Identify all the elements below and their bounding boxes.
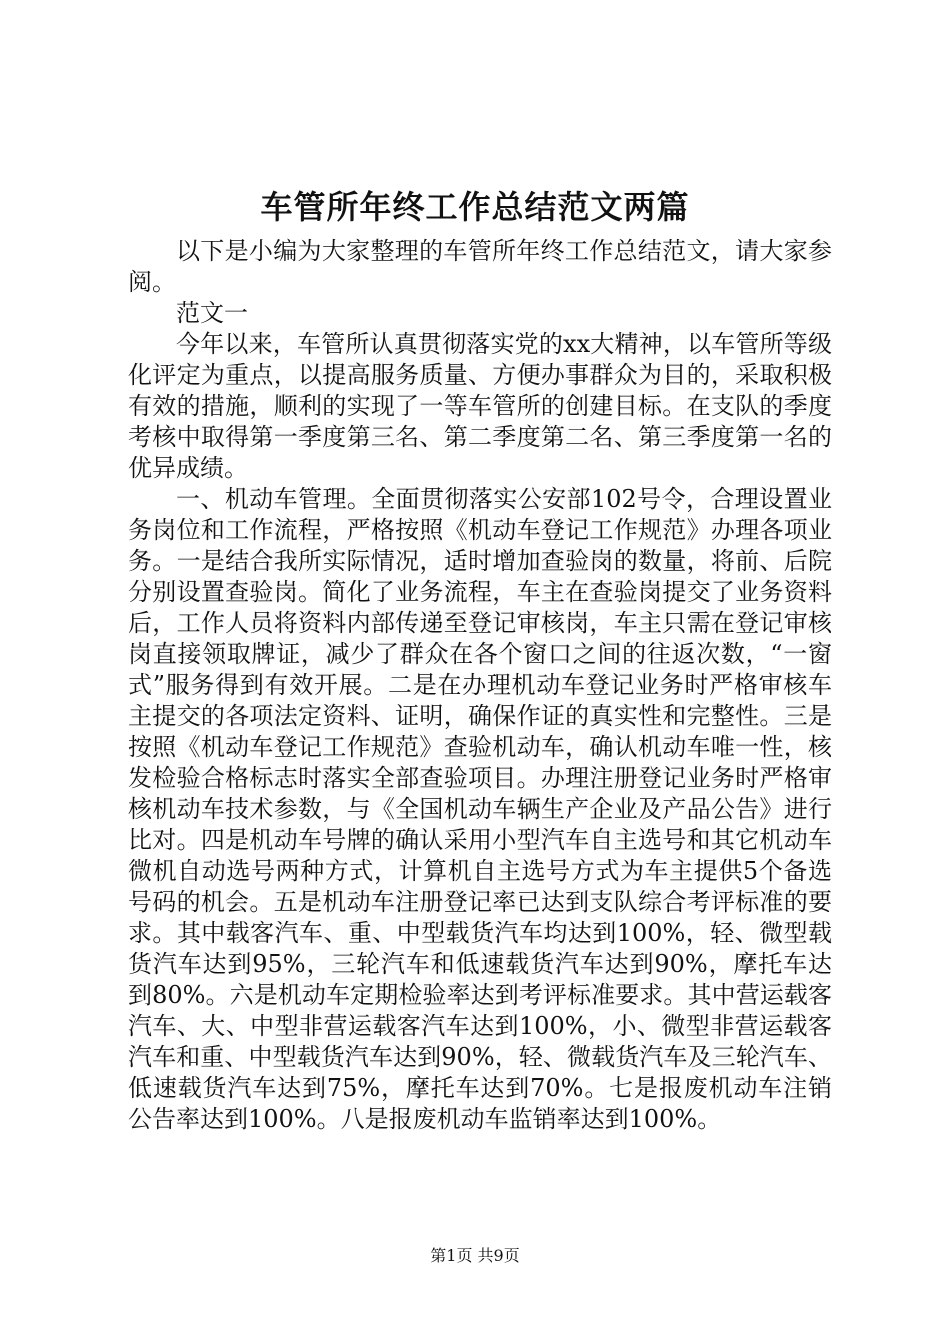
page-footer: 第1页 共9页 [430, 1246, 520, 1265]
document-body [128, 236, 832, 1135]
document-title: 车管所年终工作总结范文两篇 [260, 188, 690, 226]
summary-paragraph: 今年以来，车管所认真贯彻落实党的xx大精神，以车管所等级化评定为重点，以提高服务质量、方便办事群众为目的，采取积极有效的措施，顺利的实现了一等车管所的创建目标。在支队的季度考核中取得第一季度第三名、第二季度第二名、第三季度第一名的优异成绩。 [128, 330, 832, 482]
vehicle-management-paragraph: 一、机动车管理。全面贯彻落实公安部102号令，合理设置业务岗位和工作流程，严格按照《机动车登记工作规范》办理各项业务。一是结合我所实际情况，适时增加查验岗的数量，将前、后院分别设置查验岗。简化了业务流程，车主在查验岗提交了业务资料后，工作人员将资料内部传递至登记审核岗，车主只需在登记审核岗直接领取牌证，减少了群众在各个窗口之间的往返次数，“一窗式”服务得到有效开展。二是在办理机动车登记业务时严格审核车主提交的各项法定资料、证明，确保作证的真实性和完整性。三是按照《机动车登记工作规范》查验机动车，确认机动车唯一性，核发检验合格标志时落实全部查验项目。办理注册登记业务时严格审核机动车技术参数，与《全国机动车辆生产企业及产品公告》进行比对。四是机动车号牌的确认采用小型汽车自主选号和其它机动车微机自动选号两种方式，计算机自主选号方式为车主提供5个备选号码的机会。五是机动车注册登记率已达到支队综合考评标准的要求。其中载客汽车、重、中型载货汽车均达到100%，轻、微型载货汽车达到95%，三轮汽车和低速载货汽车达到90%，摩托车达到80%。六是机动车定期检验率达到考评标准要求。其中营运载客汽车、大、中型非营运载客汽车达到100%，小、微型非营运载客汽车和重、中型载货汽车达到90%，轻、微载货汽车及三轮汽车、低速载货汽车达到75%，摩托车达到70%。七是报废机动车注销公告率达到100%。八是报废机动车监销率达到100%。 [128, 485, 832, 1133]
intro-paragraph: 以下是小编为大家整理的车管所年终工作总结范文，请大家参阅。 [128, 237, 832, 296]
section-heading-sample-one: 范文一 [176, 299, 248, 327]
